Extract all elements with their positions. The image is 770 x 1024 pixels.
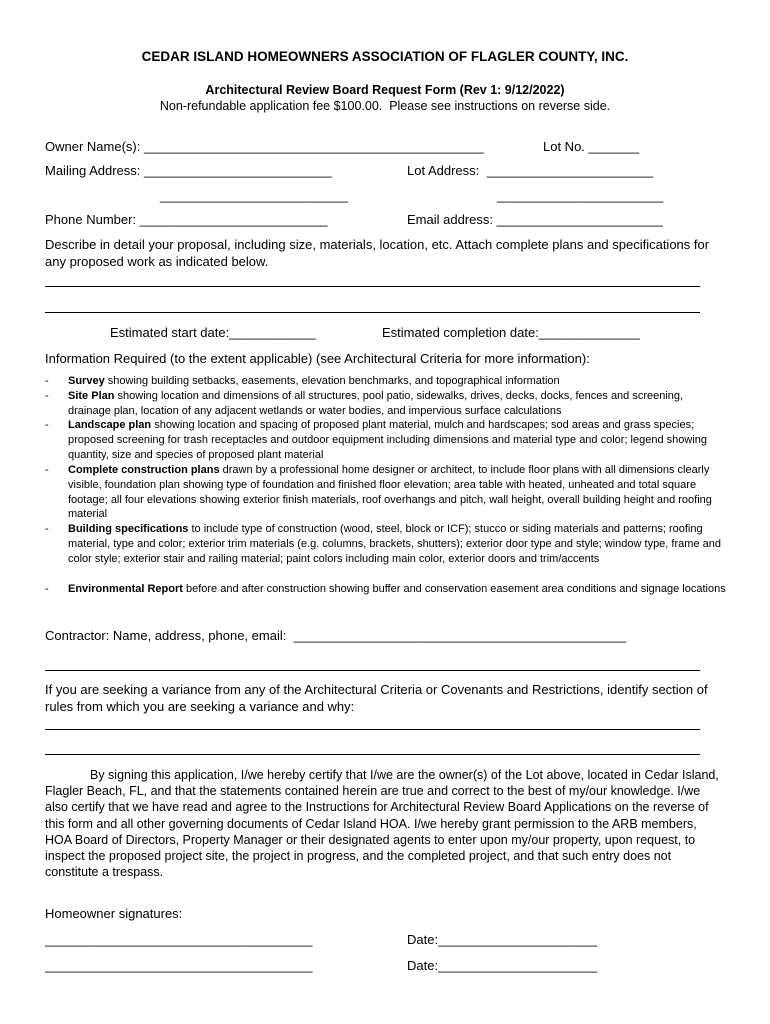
contractor-field[interactable] <box>45 628 626 643</box>
email-field[interactable] <box>407 212 663 227</box>
owner-name-label: Owner Name(s): <box>45 139 144 154</box>
list-item-text: before and after construction showing buffer and conservation easement area conditions and signage locations <box>182 583 726 595</box>
describe-line-2[interactable] <box>45 312 700 313</box>
list-item-text: drawn by a professional home designer or architect, to include floor plans with all dimensions clearly visible, foundation plan showing type of foundation and finished floor elevation; area table with heated, unheated and total square footage; all four elevations showing exterior finish materials, roof overhangs and pitch, wall height, overall building height and roofing material <box>68 464 712 521</box>
mailing-address-blank[interactable]: __________________________ <box>144 163 332 178</box>
info-required-heading: Information Required (to the extent applicable) (see Architectural Criteria for more information): <box>45 351 590 366</box>
list-item-title: Landscape plan <box>68 419 152 431</box>
signature-line-2[interactable]: _____________________________________ <box>45 958 313 973</box>
homeowner-signatures-label: Homeowner signatures: <box>45 906 183 921</box>
variance-line-2[interactable] <box>45 754 700 755</box>
mailing-address-blank-2[interactable]: __________________________ <box>160 188 348 203</box>
list-item-title: Environmental Report <box>68 583 183 595</box>
certification-paragraph: By signing this application, I/we hereby certify that I/we are the owner(s) of the Lot above, located in Cedar Island, Flagler Beach, FL, and that the statements contained herein are true and correct to the best of my/our knowledge. I/we also certify that we have read and agree to the Instructions for Architectural Review Board Applications on the reverse of this form and all other governing documents of Cedar Island HOA. I/we hereby grant permission to the ARB members, HOA Board of Directors, Property Manager or their designated agents to enter upon my/our property, upon request, to inspect the proposed project site, the project in progress, and the completed project, and that such entry does not constitute a trespass. <box>45 768 719 880</box>
mailing-address-label: Mailing Address: <box>45 163 144 178</box>
signature-line-1[interactable]: _____________________________________ <box>45 932 313 947</box>
lot-address-blank[interactable]: _______________________ <box>486 163 654 178</box>
list-item-title: Site Plan <box>68 390 115 402</box>
form-title: Architectural Review Board Request Form (Rev 1: 9/12/2022) <box>205 83 565 97</box>
contractor-label: Contractor: Name, address, phone, email: <box>45 628 294 643</box>
phone-field[interactable] <box>45 212 328 227</box>
lot-address-blank-2[interactable]: _______________________ <box>497 188 664 203</box>
contractor-blank[interactable]: ______________________________________________ <box>293 628 627 643</box>
date-field-1[interactable]: Date:______________________ <box>407 932 598 947</box>
owner-name-field[interactable] <box>45 139 484 154</box>
list-item-title: Building specifications <box>68 523 189 535</box>
completion-date-field[interactable]: Estimated completion date:______________ <box>382 325 641 340</box>
describe-instructions: Describe in detail your proposal, including size, materials, location, etc. Attach complete plans and specifications for any proposed work as indicated below. <box>45 237 710 269</box>
page-title: CEDAR ISLAND HOMEOWNERS ASSOCIATION OF FLAGLER COUNTY, INC. <box>141 49 629 64</box>
describe-line-1[interactable] <box>45 286 700 287</box>
list-item-text: to include type of construction (wood, steel, block or ICF); stucco or siding materials and patterns; roofing material, type and color; exterior trim materials (e.g. columns, brackets, shutters); exterior door type and style; window type, frame and color style; exterior stair and railing material; paint colors including main color, exterior doors and trim/accents <box>68 523 721 565</box>
list-item-title: Survey <box>68 375 105 387</box>
date-field-2[interactable]: Date:______________________ <box>407 958 598 973</box>
list-item-text: showing location and spacing of proposed plant material, mulch and hardscapes; sod areas and grass species; proposed screening for trash receptacles and outdoor equipment including dimensions and material type and color; legend showing quantity, size and species of proposed plant material <box>68 419 708 461</box>
variance-instructions: If you are seeking a variance from any of the Architectural Criteria or Covenants and Restrictions, identify section of rules from which you are seeking a variance and why: <box>45 682 708 714</box>
list-item-text: showing building setbacks, easements, elevation benchmarks, and topographical information <box>104 375 560 387</box>
list-item-title: Complete construction plans <box>68 464 220 476</box>
lot-address-field[interactable] <box>407 163 653 178</box>
start-date-field[interactable]: Estimated start date:____________ <box>110 325 316 340</box>
lot-address-label: Lot Address: <box>407 163 483 178</box>
fee-note: Non-refundable application fee $100.00. Please see instructions on reverse side. <box>159 99 611 113</box>
phone-blank[interactable]: __________________________ <box>139 212 328 227</box>
phone-label: Phone Number: <box>45 212 140 227</box>
email-blank[interactable]: _______________________ <box>496 212 663 227</box>
lot-no-field[interactable]: Lot No. _______ <box>543 139 640 154</box>
contractor-line-2[interactable] <box>45 670 700 671</box>
variance-line-1[interactable] <box>45 729 700 730</box>
email-label: Email address: <box>407 212 497 227</box>
mailing-address-field[interactable] <box>45 163 332 178</box>
list-item-text: showing location and dimensions of all structures, pool patio, sidewalks, drives, decks, docks, fences and screening, drainage plan, location of any adjacent wetlands or water bodies, and impervious surface calculations <box>68 390 684 417</box>
owner-name-blank[interactable]: _______________________________________________ <box>143 139 484 154</box>
